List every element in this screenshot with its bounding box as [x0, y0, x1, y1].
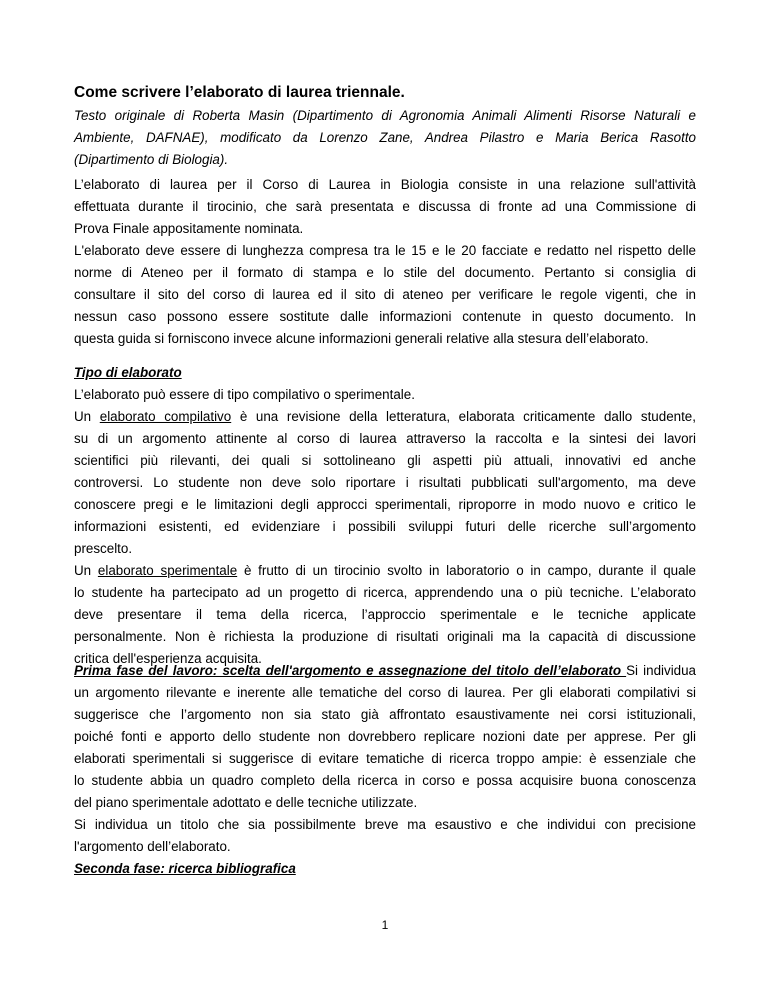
section-line: informazioni esistenti, ed evidenziare i possibili sviluppi futuri delle ricerche sull’argomento: [74, 519, 696, 534]
section-line: scientifici più rilevanti, dei quali si sottolineano gli aspetti più attuali, innovativi ed anche: [74, 453, 696, 468]
intro-line: norme di Ateneo per il formato di stampa e lo stile del documento. Pertanto si consiglia di: [74, 265, 696, 280]
section-line: conoscere pregi e le limitazioni degli approcci sperimentali, riproporre in modo nuovo e critico le: [74, 497, 696, 512]
section-line: l'argomento dell’elaborato.: [74, 839, 231, 854]
intro-paragraph: [74, 174, 696, 350]
text-fragment: Si individua: [626, 663, 697, 678]
section-heading: Seconda fase: ricerca bibliografica: [74, 861, 296, 876]
document-page: [74, 0, 696, 994]
section-line: lo studente abbia un quadro completo della ricerca in corso e possa acquisire buona conoscenza: [74, 773, 696, 788]
subtitle-line: Testo originale di Roberta Masin (Dipartimento di Agronomia Animali Alimenti Risorse Naturali e: [74, 108, 696, 123]
section-line: del piano sperimentale adottato e delle tecniche utilizzate.: [74, 795, 418, 810]
intro-line: L'elaborato deve essere di lunghezza compresa tra le 15 e le 20 facciate e redatto nel rispetto delle: [74, 243, 696, 258]
section-line: Si individua un titolo che sia possibilmente breve ma esaustivo e che individui con precisione: [74, 817, 696, 832]
section-line: L’elaborato può essere di tipo compilativo o sperimentale.: [74, 387, 415, 402]
sperimentale-first-line: [74, 560, 696, 582]
section-line: lo studente ha partecipato ad un progetto di ricerca, apprendendo una o più tecniche. L’elaborato: [74, 585, 696, 600]
text-fragment: è frutto di un tirocinio svolto in laboratorio o in campo, durante il quale: [237, 563, 696, 578]
section-line: su di un argomento attinente al corso di laurea attraverso la raccolta e la sintesi dei lavori: [74, 431, 696, 446]
intro-line: consultare il sito del corso di laurea ed il sito di ateneo per verificare le regole vigenti, che in: [74, 287, 696, 302]
section-heading: Tipo di elaborato: [74, 365, 182, 380]
section-prima-fase: [74, 660, 696, 858]
section-line: elaborati sperimentali si suggerisce di evitare tematiche di ricerca troppo ampie: è essenziale che: [74, 751, 696, 766]
intro-line: Prova Finale appositamente nominata.: [74, 221, 304, 236]
compilativo-first-line: [74, 406, 696, 428]
intro-line: nessun caso possono essere sostitute dalle informazioni contenute in questo documento. In: [74, 309, 696, 324]
text-fragment: Un: [74, 409, 100, 424]
subtitle-line: Ambiente, DAFNAE), modificato da Lorenzo Zane, Andrea Pilastro e Maria Berica Rasotto: [74, 130, 696, 145]
section-line: suggerisce che l’argomento non sia stato già affrontato esaustivamente nei corsi istituzionali,: [74, 707, 696, 722]
section-tipo-elaborato: [74, 362, 696, 670]
term-elaborato-compilativo: elaborato compilativo: [99, 409, 232, 424]
section-line: personalmente. Non è richiesta la produzione di risultati originali ma la capacità di discussione: [74, 629, 696, 644]
section-line: prescelto.: [74, 541, 133, 556]
subtitle-line: (Dipartimento di Biologia).: [74, 152, 229, 167]
section-line: poiché fonti e apporto dello studente non dovrebbero replicare nozioni date per apprese. Per gli: [74, 729, 696, 744]
document-title: Come scrivere l’elaborato di laurea triennale.: [74, 84, 405, 101]
term-elaborato-sperimentale: elaborato sperimentale: [97, 563, 238, 578]
document-subtitle: [74, 105, 696, 171]
intro-line: questa guida si forniscono invece alcune informazioni generali relative alla stesura dell’elaborato.: [74, 331, 649, 346]
text-fragment: è una revisione della letteratura, elaborata criticamente dallo studente,: [231, 409, 696, 424]
intro-line: L’elaborato di laurea per il Corso di Laurea in Biologia consiste in una relazione sull'attività: [74, 177, 696, 192]
section-heading: Prima fase del lavoro: scelta dell'argomento e assegnazione del titolo dell’elaborato: [74, 663, 627, 678]
intro-line: effettuata durante il tirocinio, che sarà presentata e discussa di fronte ad una Commissione di: [74, 199, 696, 214]
section-line: critica dell'esperienza acquisita.: [74, 651, 262, 666]
prima-fase-first-line: [74, 660, 696, 682]
page-number: 1: [381, 918, 389, 932]
section-line: deve presentare il tema della ricerca, l’approccio sperimentale e le tecniche applicate: [74, 607, 696, 622]
section-line: controversi. Lo studente non deve solo riportare i risultati pubblicati sull'argomento, ma deve: [74, 475, 696, 490]
section-seconda-fase: [74, 858, 696, 880]
text-fragment: Un: [74, 563, 98, 578]
section-line: un argomento rilevante e inerente alle tematiche del corso di laurea. Per gli elaborati compilativi si: [74, 685, 696, 700]
